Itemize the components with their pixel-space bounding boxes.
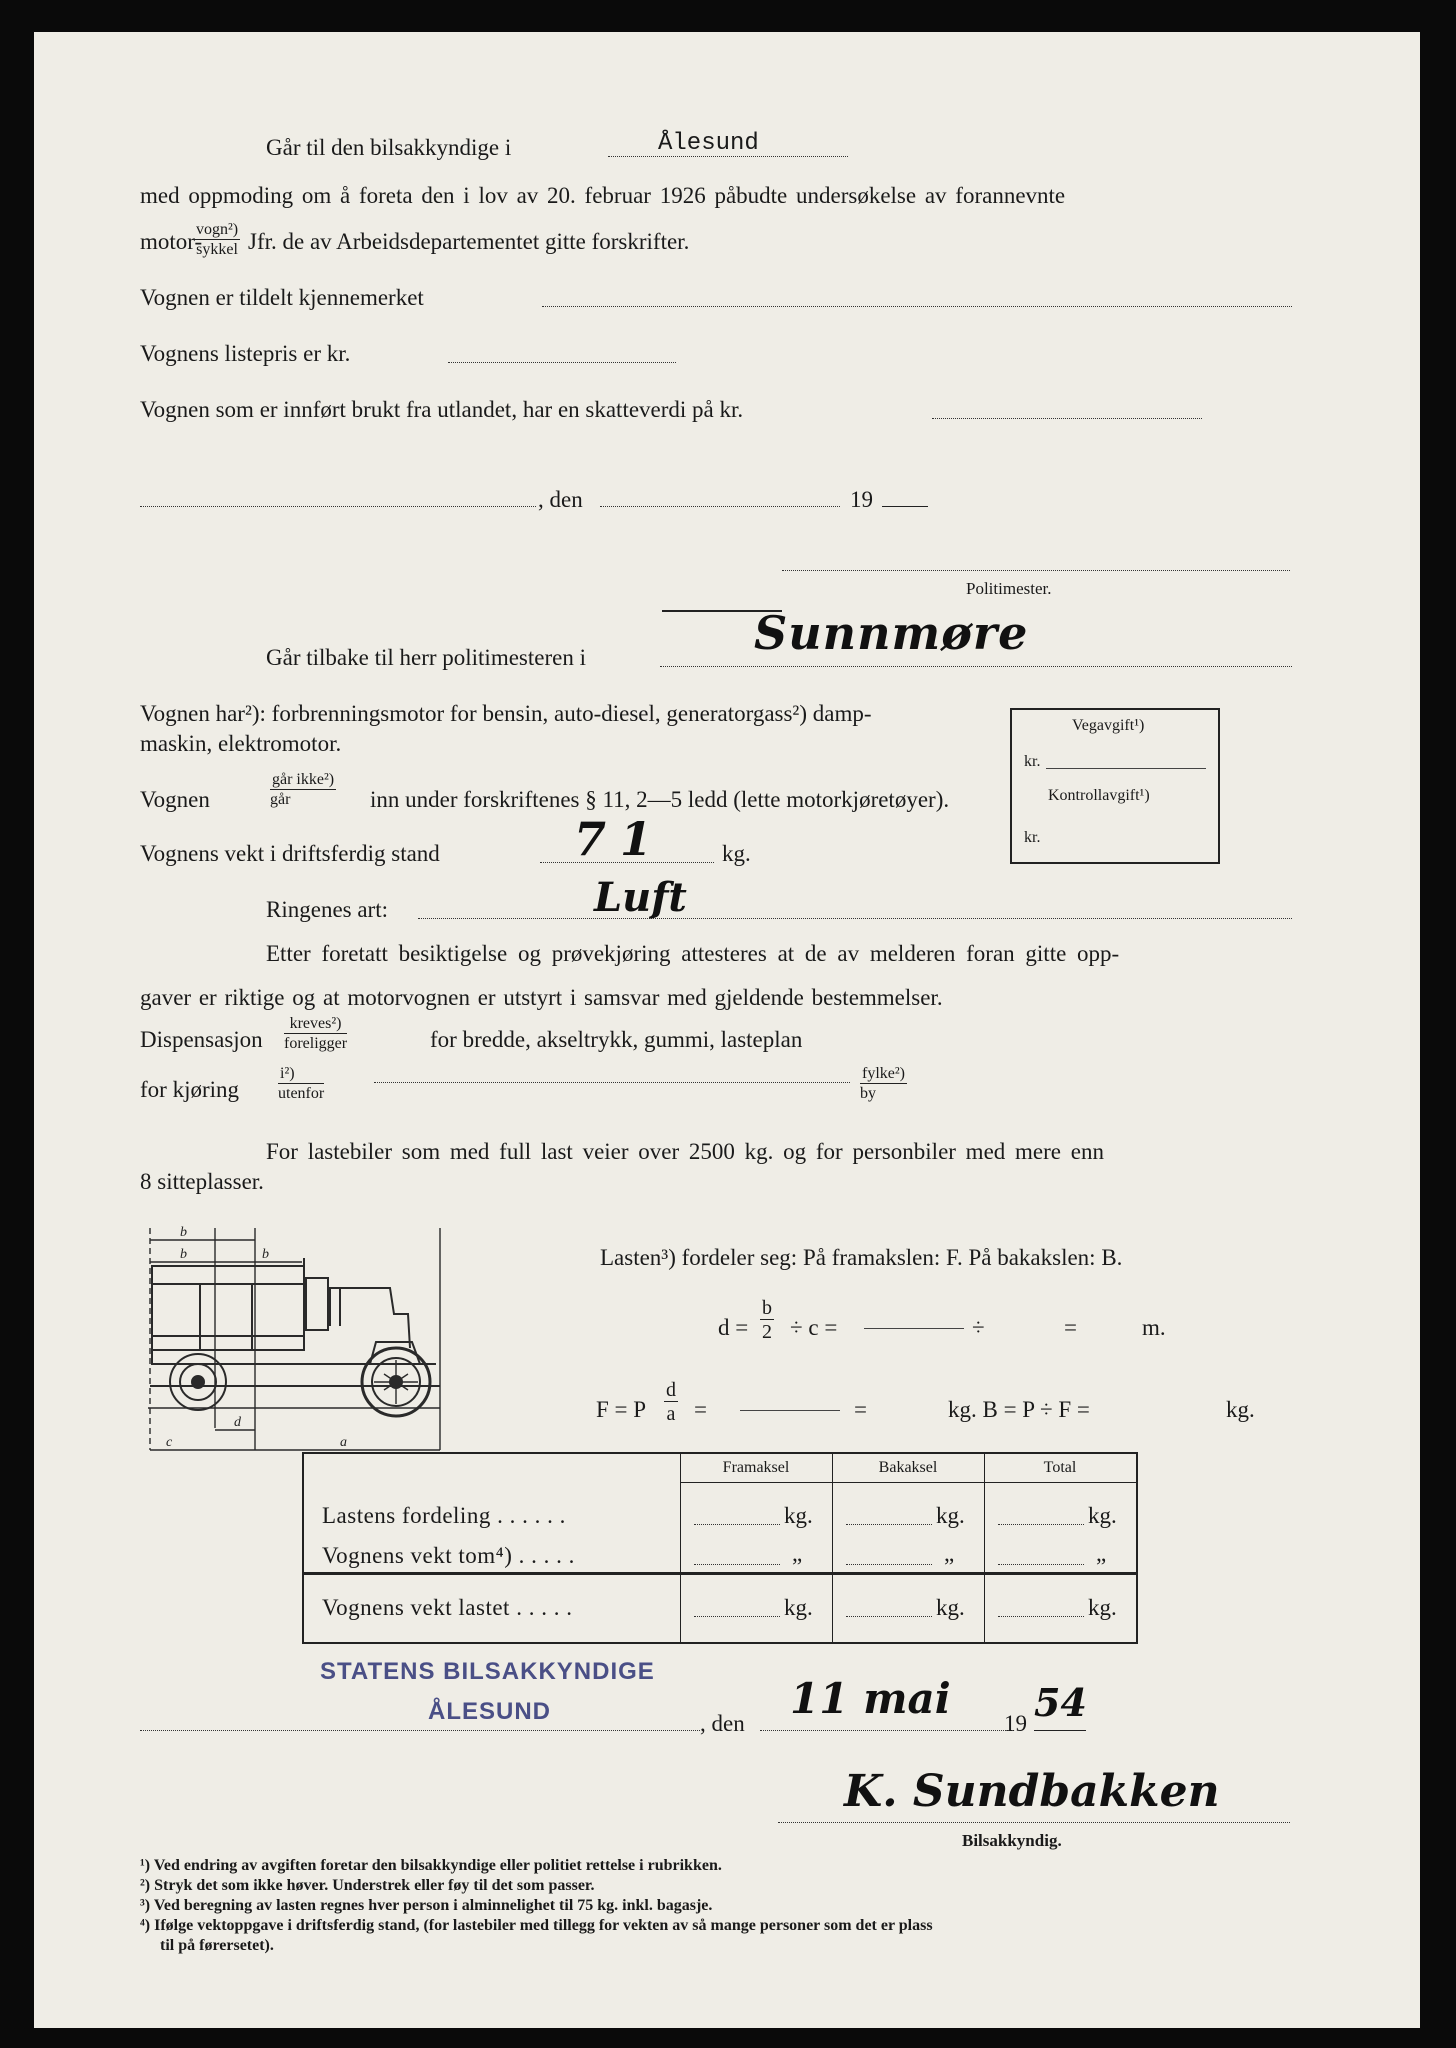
place-field[interactable]: [140, 506, 536, 507]
line3-fraction: [194, 222, 240, 258]
sign-date-year-suffix: 54: [1034, 1680, 1087, 1725]
driving-fraction-2: [860, 1066, 907, 1102]
year-field[interactable]: [882, 506, 928, 507]
table-cell-field[interactable]: [998, 1524, 1084, 1525]
footnote-4-cont: til på førersetet).: [160, 1937, 274, 1954]
truck-diagram: [140, 1218, 540, 1460]
diagram-label-a: a: [340, 1435, 347, 1450]
diagram-label-b2a: b: [180, 1247, 187, 1262]
sign-date-den: , den: [700, 1711, 745, 1736]
formula2-eq1: =: [694, 1397, 707, 1422]
truck-note-line1: For lastebiler som med full last veier over 2500 kg. og for personbiler med mere enn: [266, 1139, 1104, 1164]
weight-value: 71: [574, 812, 667, 866]
table-cell: „: [792, 1541, 803, 1566]
signature-field[interactable]: [778, 1822, 1290, 1823]
driving-frac2-den: by: [860, 1085, 876, 1102]
formula1-field-1[interactable]: [864, 1328, 964, 1329]
return-field[interactable]: [660, 666, 1292, 667]
formula2-fraction: [664, 1380, 678, 1424]
formula2-left: F = P: [596, 1397, 647, 1422]
category-prefix: Vognen: [140, 787, 210, 812]
load-line: Lasten³) fordeler seg: På framakslen: F. På bakakslen: B.: [600, 1245, 1123, 1270]
category-frac-den: går: [270, 791, 291, 808]
category-fraction: [270, 772, 336, 808]
line3-frac-den: sykkel: [196, 241, 238, 258]
sign-date-day: 11 mai: [790, 1674, 951, 1723]
table-cell-field[interactable]: [694, 1564, 780, 1565]
weight-text: Vognens vekt i driftsferdig stand: [140, 841, 440, 866]
line3-prefix: motor-: [140, 229, 203, 254]
table-header-bakaksel: Bakaksel: [878, 1459, 938, 1476]
tire-value: Luft: [594, 874, 687, 921]
table-row-label: Vognens vekt tom⁴) . . . . .: [322, 1543, 575, 1568]
formula2-eq2: =: [854, 1397, 867, 1422]
driving-frac-num: i²): [278, 1066, 324, 1084]
line3-text: Jfr. de av Arbeidsdepartementet gitte forskrifter.: [248, 229, 690, 254]
line4-text: Vognen er tildelt kjennemerket: [140, 285, 424, 310]
vegavgift-field[interactable]: [1046, 768, 1206, 769]
line2-text: med oppmoding om å foreta den i lov av 20. februar 1926 påbudte undersøkelse av forannevnte: [140, 183, 1066, 208]
table-row-label: Vognens vekt lastet . . . . .: [322, 1595, 573, 1620]
formula1-div: ÷: [972, 1315, 985, 1340]
sign-date-year-prefix: 19: [1004, 1711, 1027, 1736]
formula2-field[interactable]: [740, 1410, 840, 1411]
driving-frac2-num: fylke²): [862, 1065, 905, 1082]
attest-line2: gaver er riktige og at motorvognen er utstyrt i samsvar med gjeldende bestemmelser.: [140, 985, 943, 1010]
driving-frac-den: utenfor: [278, 1085, 325, 1102]
vegavgift-kr: kr.: [1024, 753, 1041, 770]
line5-text: Vognens listepris er kr.: [140, 341, 351, 366]
footnote-1: ¹) Ved endring av avgiften foretar den bilsakkyndige eller politiet rettelse i rubrikken.: [140, 1857, 722, 1874]
line4-field[interactable]: [542, 306, 1292, 307]
motor-type-line2: maskin, elektromotor.: [140, 731, 342, 756]
formula1-left: d =: [718, 1315, 749, 1340]
form-page: [34, 32, 1420, 2028]
formula1-fraction: [760, 1298, 774, 1342]
formula2-den: a: [666, 1403, 676, 1425]
table-cell: kg.: [936, 1595, 965, 1620]
stamp-line2: ÅLESUND: [428, 1698, 552, 1725]
formula1-mid: ÷ c =: [790, 1315, 838, 1340]
sign-date-field[interactable]: [760, 1730, 1014, 1731]
formula2-num: d: [666, 1379, 676, 1401]
diagram-label-d: d: [234, 1415, 241, 1430]
driving-prefix: for kjøring: [140, 1077, 240, 1102]
date-field[interactable]: [600, 506, 840, 507]
line5-field[interactable]: [448, 362, 676, 363]
attest-line1: Etter foretatt besiktigelse og prøvekjøring attesteres at de av melderen foran gitte opp-: [266, 941, 1120, 966]
driving-field[interactable]: [374, 1082, 850, 1083]
formula2-kg1: kg. B = P ÷ F =: [948, 1397, 1090, 1422]
line3-frac-num: vogn²): [196, 221, 239, 238]
truck-note-line2: 8 sitteplasser.: [140, 1169, 264, 1194]
driving-fraction: [278, 1066, 324, 1102]
fee-box: [1010, 708, 1220, 864]
footnote-4: ⁴) Ifølge vektoppgave i driftsferdig stand, (for lastebiler med tillegg for vekten av så mange personer som det er plass: [140, 1917, 933, 1934]
diagram-label-c: c: [166, 1435, 173, 1450]
dispensation-prefix: Dispensasjon: [140, 1027, 263, 1052]
dispensation-frac-num: kreves²): [284, 1016, 347, 1034]
table-cell-field[interactable]: [846, 1564, 932, 1565]
formula1-unit: m.: [1142, 1315, 1166, 1340]
table-cell-field[interactable]: [694, 1616, 780, 1617]
dispensation-frac-den: foreligger: [284, 1035, 348, 1052]
motor-type-line1: Vognen har²): forbrenningsmotor for bensin, auto-diesel, generatorgass²) damp-: [140, 701, 872, 726]
politimester-signature-field[interactable]: [782, 570, 1290, 571]
table-cell-field[interactable]: [846, 1616, 932, 1617]
table-cell-field[interactable]: [998, 1616, 1084, 1617]
kontrollavgift-label: Kontrollavgift¹): [1048, 787, 1150, 804]
line6-field[interactable]: [932, 418, 1202, 419]
weight-table: [302, 1452, 1138, 1644]
diagram-label-b2b: b: [262, 1247, 269, 1262]
table-row-label: Lastens fordeling . . . . . .: [322, 1503, 566, 1528]
table-cell-field[interactable]: [846, 1524, 932, 1525]
table-cell: „: [1096, 1541, 1107, 1566]
line1-value: Ålesund: [658, 130, 759, 157]
table-cell: „: [944, 1541, 955, 1566]
date-den: , den: [538, 487, 583, 512]
table-header-framaksel: Framaksel: [722, 1459, 790, 1476]
return-value: Sunnmøre: [754, 606, 1029, 660]
return-text: Går tilbake til herr politimesteren i: [266, 645, 586, 670]
bilsakkyndig-label: Bilsakkyndig.: [962, 1831, 1062, 1850]
table-cell: kg.: [1088, 1595, 1117, 1620]
tire-text: Ringenes art:: [266, 897, 388, 922]
table-cell: kg.: [784, 1595, 813, 1620]
kontrollavgift-kr: kr.: [1024, 829, 1041, 846]
signature: K. Sundbakken: [844, 1766, 1220, 1817]
line6-text: Vognen som er innført brukt fra utlandet, har en skatteverdi på kr.: [140, 397, 744, 422]
table-cell-field[interactable]: [998, 1564, 1084, 1565]
politimester-label: Politimester.: [966, 579, 1052, 598]
table-cell: kg.: [1088, 1503, 1117, 1528]
formula1-den: 2: [762, 1321, 772, 1343]
category-text: inn under forskriftenes § 11, 2—5 ledd (lette motorkjøretøyer).: [370, 787, 950, 812]
table-header-total: Total: [1043, 1459, 1077, 1476]
tire-field[interactable]: [418, 918, 1292, 919]
formula1-num: b: [762, 1297, 772, 1319]
weight-unit: kg.: [722, 841, 751, 866]
table-cell: kg.: [936, 1503, 965, 1528]
sign-year-field[interactable]: [1034, 1730, 1086, 1731]
diagram-label-b: b: [180, 1225, 187, 1240]
date-year: 19: [850, 487, 873, 512]
line1-text: Går til den bilsakkyndige i: [266, 135, 512, 160]
formula2-kg2: kg.: [1226, 1397, 1255, 1422]
dispensation-fraction: [284, 1016, 347, 1052]
footnote-3: ³) Ved beregning av lasten regnes hver person i alminnelighet til 75 kg. inkl. bagasje.: [140, 1897, 713, 1914]
table-cell-field[interactable]: [694, 1524, 780, 1525]
stamp-line1: STATENS BILSAKKYNDIGE: [320, 1658, 655, 1685]
category-frac-num: går ikke²): [272, 771, 335, 788]
table-cell: kg.: [784, 1503, 813, 1528]
dispensation-text: for bredde, akseltrykk, gummi, lasteplan: [430, 1027, 803, 1052]
sign-place-field[interactable]: [140, 1730, 700, 1731]
footnote-2: ²) Stryk det som ikke høver. Understrek eller føy til det som passer.: [140, 1877, 595, 1894]
vegavgift-label: Vegavgift¹): [1072, 717, 1145, 734]
formula1-eq: =: [1064, 1315, 1077, 1340]
